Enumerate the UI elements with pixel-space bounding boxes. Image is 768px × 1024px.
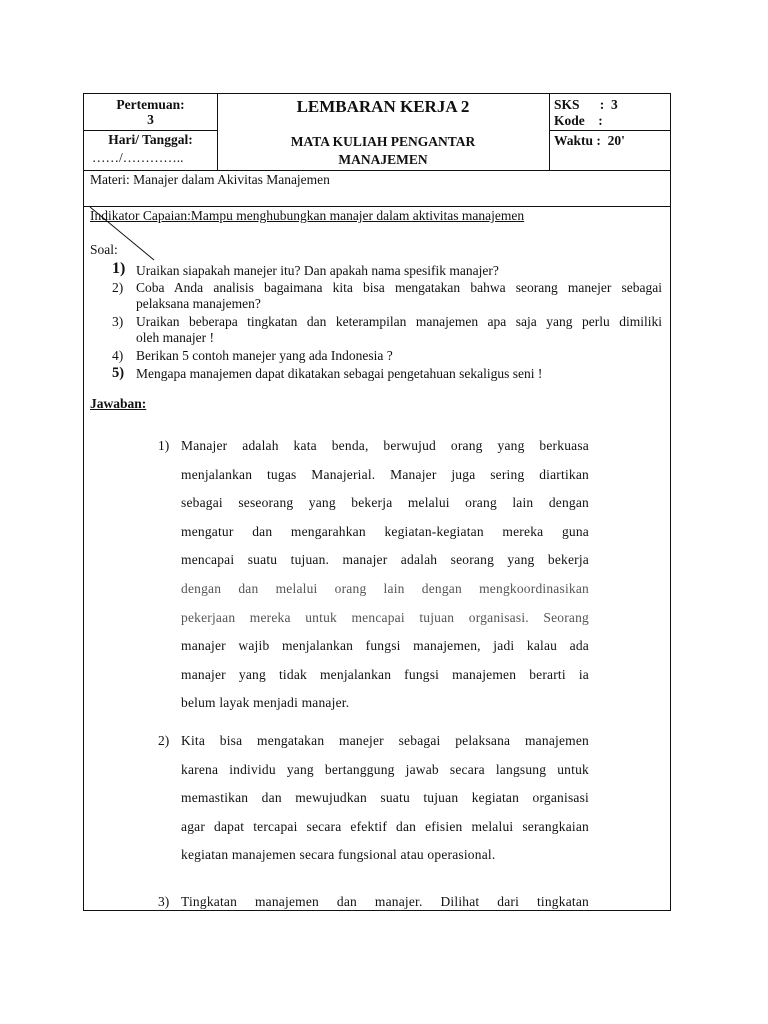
question-text: Uraikan beberapa tingkatan dan keterampilan manajemen apa saja yang perlu dimiliki (136, 314, 662, 329)
answer-line: karena individu yang bertanggung jawab secara langsung untuk (181, 761, 589, 777)
answer-line: Manajer adalah kata benda, berwujud orang yang berkuasa (181, 438, 589, 453)
indikator-line: Indikator Capaian:Mampu menghubungkan manajer dalam aktivitas manajemen (90, 208, 525, 223)
answer-line: kegiatan manajemen secara fungsional atau operasional. (181, 847, 496, 863)
answer-3 (158, 888, 598, 918)
answer-2 (158, 727, 598, 877)
answer-line: mencapai suatu tujuan. manajer adalah seorang yang bekerja (181, 552, 589, 568)
soal-label: Soal: (90, 242, 118, 257)
question-text: Coba Anda analisis bagaimana kita bisa mengatakan bahwa seorang manejer sebagai (136, 280, 662, 295)
divider (84, 130, 217, 131)
question-number: 4) (112, 348, 124, 363)
divider (84, 170, 670, 171)
question-number: 1) (112, 260, 126, 277)
question-number: 3) (112, 314, 124, 329)
answer-line: memastikan dan mewujudkan suatu tujuan kegiatan organisasi (181, 790, 589, 806)
answer-line: Tingkatan manajemen dan manajer. Dilihat dari tingkatan (181, 894, 589, 909)
course-name-line2: MANAJEMEN (338, 152, 428, 167)
question-text: Uraikan siapakah manejer itu? Dan apakah nama spesifik manajer? (136, 263, 499, 278)
hari-label: Hari/ Tanggal: (108, 132, 193, 147)
kode-field: Kode : (554, 113, 603, 128)
answer-line: Kita bisa mengatakan manejer sebagai pelaksana manajemen (181, 733, 589, 748)
answer-line: manajer yang tidak menjalankan fungsi manajemen berarti ia (181, 666, 589, 682)
answer-line: manajer wajib menjalankan fungsi manajemen, jadi kalau ada (181, 638, 589, 654)
answer-text (181, 727, 589, 870)
answer-number: 2) (158, 733, 170, 748)
question-text: oleh manajer ! (136, 330, 214, 345)
answer-line: menjalankan tugas Manajerial. Manajer juga sering diartikan (181, 466, 589, 482)
answer-number: 3) (158, 894, 170, 909)
worksheet (83, 93, 671, 911)
answer-1 (158, 432, 598, 722)
page-title: LEMBARAN KERJA 2 (296, 97, 470, 116)
question-number: 2) (112, 280, 124, 295)
pertemuan-value: 3 (147, 112, 154, 127)
divider (549, 130, 670, 131)
divider (549, 94, 550, 170)
answer-line: sebagai seseorang yang bekerja melalui orang lain dengan (181, 495, 589, 511)
answer-line: mengatur dan mengarahkan kegiatan-kegiatan mereka guna (181, 523, 589, 539)
answer-number: 1) (158, 438, 170, 453)
header-table (84, 94, 670, 170)
hari-value: ……/………….. (92, 150, 184, 165)
question-text: Mengapa manajemen dapat dikatakan sebagai pengetahuan sekaligus seni ! (136, 366, 543, 381)
question-text: pelaksana manajemen? (136, 296, 261, 311)
answer-line: agar dapat tercapai secara efektif dan efisien melalui serangkaian (181, 818, 589, 834)
course-name-line1: MATA KULIAH PENGANTAR (290, 134, 476, 149)
materi-line: Materi: Manajer dalam Akivitas Manajemen (90, 172, 330, 187)
answer-text (181, 888, 589, 917)
answer-line: dengan dan melalui orang lain dengan mengkoordinasikan (181, 580, 589, 596)
answer-line: belum layak menjadi manajer. (181, 695, 350, 711)
question-text: Berikan 5 contoh manejer yang ada Indonesia ? (136, 348, 393, 363)
divider (84, 910, 670, 911)
sks-field: SKS : 3 (554, 97, 618, 112)
answer-line: pekerjaan mereka untuk mencapai tujuan organisasi. Seorang (181, 609, 589, 625)
jawaban-label: Jawaban: (90, 396, 147, 411)
pertemuan-label: Pertemuan: (116, 97, 185, 112)
waktu-field: Waktu : 20' (554, 133, 625, 148)
answer-text (181, 432, 589, 718)
question-number: 5) (112, 365, 125, 381)
divider (84, 206, 670, 207)
